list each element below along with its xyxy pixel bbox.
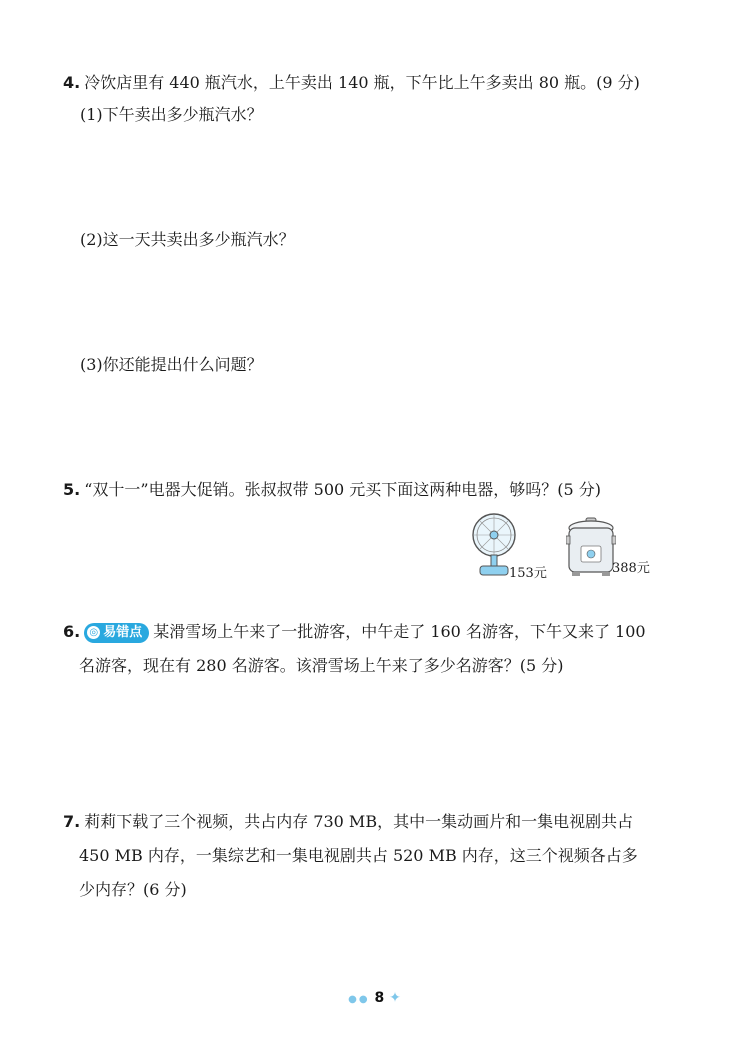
target-icon: ◎ xyxy=(87,626,100,639)
sub-question-2: (2)这一天共卖出多少瓶汽水？ xyxy=(80,230,295,249)
tag-label: 易错点 xyxy=(103,624,143,640)
question-number: 7. xyxy=(63,812,81,831)
page-number: 8 xyxy=(374,990,385,1006)
sub-question-1: (1)下午卖出多少瓶汽水？ xyxy=(80,105,263,124)
cooker-price: 388元 xyxy=(612,561,650,576)
sparkle-icon: ✦ xyxy=(389,990,401,1006)
question-text-line-3: 少内存？(6 分) xyxy=(79,880,187,899)
question-number: 5. xyxy=(63,480,81,499)
question-text-line-1: 莉莉下载了三个视频，共占内存 730 MB，其中一集动画片和一集电视剧共占 xyxy=(84,812,634,831)
page-footer xyxy=(0,990,749,1006)
error-prone-tag xyxy=(84,623,149,643)
question-5 xyxy=(63,473,601,507)
question-7 xyxy=(63,805,638,907)
question-text-line-1: 某滑雪场上午来了一批游客，中午走了 160 名游客，下午又来了 100 xyxy=(153,622,646,641)
question-text-line-2: 名游客，现在有 280 名游客。该滑雪场上午来了多少名游客？(5 分) xyxy=(79,656,564,675)
rice-cooker-icon xyxy=(566,516,616,578)
fan-price: 153元 xyxy=(509,566,547,581)
decorative-dots-icon: ●● xyxy=(348,994,370,1005)
question-text: 冷饮店里有 440 瓶汽水，上午卖出 140 瓶，下午比上午多卖出 80 瓶。(9 分) xyxy=(84,73,640,92)
question-number: 6. xyxy=(63,622,81,641)
question-text: “双十一”电器大促销。张叔叔带 500 元买下面这两种电器，够吗？(5 分) xyxy=(84,480,602,499)
question-4 xyxy=(63,66,640,100)
question-6 xyxy=(63,615,646,683)
sub-question-3: (3)你还能提出什么问题？ xyxy=(80,355,263,374)
question-text-line-2: 450 MB 内存，一集综艺和一集电视剧共占 520 MB 内存，这三个视频各占多 xyxy=(79,846,638,865)
question-number: 4. xyxy=(63,73,81,92)
